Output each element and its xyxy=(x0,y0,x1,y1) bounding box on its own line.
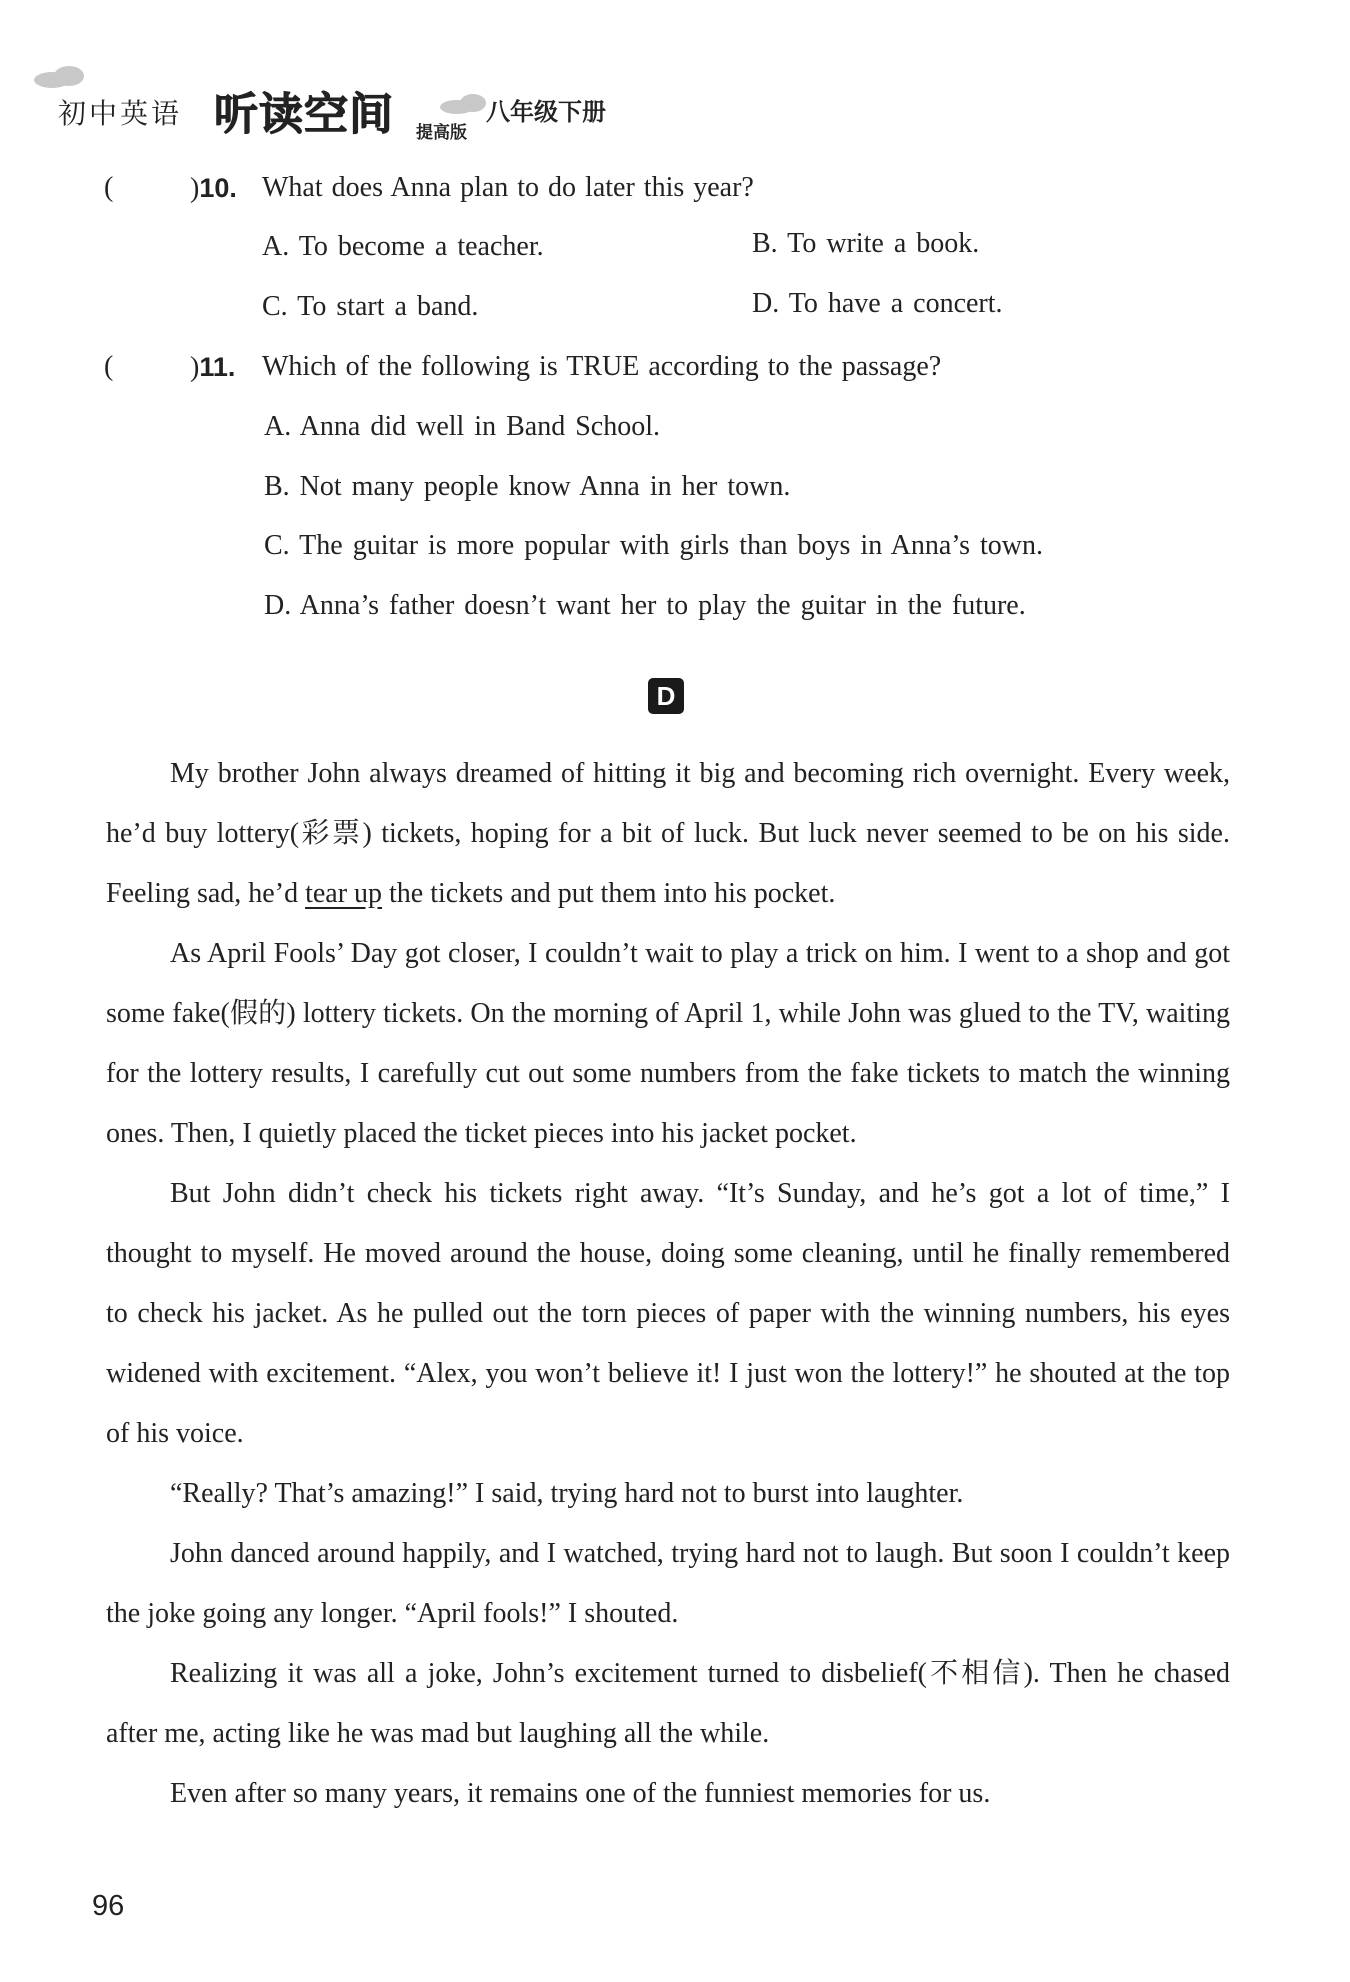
page-number: 96 xyxy=(92,1890,125,1922)
question-stem: What does Anna plan to do later this year? xyxy=(262,172,754,203)
option-b: B. To write a book. xyxy=(752,228,980,259)
page-header xyxy=(34,62,674,144)
option-b: B. Not many people know Anna in her town. xyxy=(264,471,791,502)
grade-label: 八年级下册 xyxy=(486,98,606,126)
paragraph: But John didn’t check his tickets right away. “It’s Sunday, and he’s got a lot of time,” I thought to myself. He moved around the house, doing some cleaning, until he finally remembered to check his jacket. As he pulled out the torn pieces of paper with the winning numbers, his eyes widened with excitement. “Alex, you won’t believe it! I just won the lottery!” he shouted at the top of his voice. xyxy=(106,1178,1230,1449)
answer-blank[interactable]: ( xyxy=(104,351,114,382)
paragraph: My brother John always dreamed of hitting it big and becoming rich overnight. Every week, he’d buy lottery(彩票) tickets, hoping for a bit of luck. But luck never seemed to be on his side. Feeling sad, he’d tear up the tickets and put them into his pocket. xyxy=(106,758,1230,909)
book-logo: 听读空间 xyxy=(214,89,394,140)
answer-blank[interactable]: ( xyxy=(104,172,114,203)
section-d-badge: D xyxy=(648,678,684,714)
paragraph: Even after so many years, it remains one of the funniest memories for us. xyxy=(170,1778,991,1809)
option-c: C. To start a band. xyxy=(262,291,479,322)
paragraph: Realizing it was all a joke, John’s excitement turned to disbelief(不相信). Then he chased after me, acting like he was mad but laughing all the while. xyxy=(106,1658,1230,1749)
cloud-decoration xyxy=(54,66,84,86)
paragraph: As April Fools’ Day got closer, I couldn’t wait to play a trick on him. I went to a shop and got some fake(假的) lottery tickets. On the morning of April 1, while John was glued to the TV, waiting for the lottery results, I carefully cut out some numbers from the fake tickets to match the winning ones. Then, I quietly placed the ticket pieces into his jacket pocket. xyxy=(106,938,1230,1149)
question-stem: Which of the following is TRUE according to the passage? xyxy=(262,351,942,382)
question-number: )11. xyxy=(190,352,236,383)
paragraph: John danced around happily, and I watched, trying hard not to laugh. But soon I couldn’t keep the joke going any longer. “April fools!” I shouted. xyxy=(106,1538,1230,1629)
option-a: A. Anna did well in Band School. xyxy=(264,411,660,442)
question-number: )10. xyxy=(190,173,237,204)
option-d: D. To have a concert. xyxy=(752,288,1003,319)
option-a: A. To become a teacher. xyxy=(262,231,544,262)
option-c: C. The guitar is more popular with girls than boys in Anna’s town. xyxy=(264,530,1043,561)
paragraph: “Really? That’s amazing!” I said, trying hard not to burst into laughter. xyxy=(170,1478,964,1509)
book-series-title: 初中英语 xyxy=(58,97,183,130)
edition-label: 提高版 xyxy=(416,123,467,143)
option-d: D. Anna’s father doesn’t want her to play the guitar in the future. xyxy=(264,590,1026,621)
reading-passage xyxy=(106,744,1230,1824)
cloud-decoration xyxy=(460,94,486,112)
underlined-phrase: tear up xyxy=(305,878,383,909)
